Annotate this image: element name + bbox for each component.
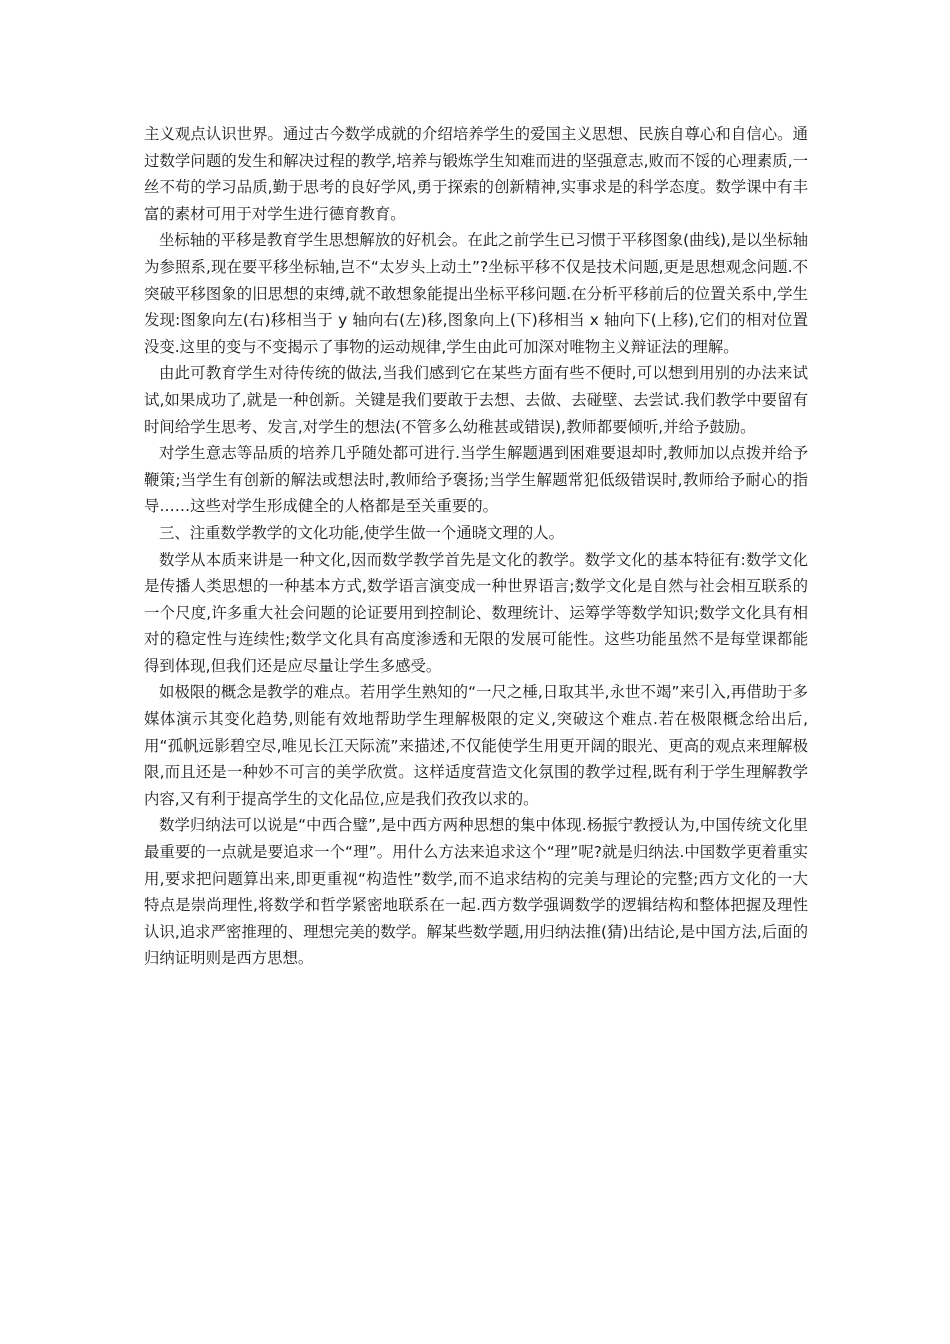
paragraph-innovation: 由此可教育学生对待传统的做法,当我们感到它在某些方面有些不便时,可以想到用别的办法来试试,如果成功了,就是一种创新。关键是我们要敢于去想、去做、去碰壁、去尝试.我们教学中要留有时间给学生思考、发言,对学生的想法(不管多么幼稚甚或错误),教师都要倾听,并给予鼓励。 (144, 364, 808, 436)
section-heading-culture-function: 三、注重数学教学的文化功能,使学生做一个通晓文理的人。 (159, 523, 565, 542)
paragraph-limit-concept: 如极限的概念是教学的难点。若用学生熟知的“一尺之棰,日取其半,永世不竭”来引入,再借助于多媒体演示其变化趋势,则能有效地帮助学生理解极限的定义,突破这个难点.若在极限概念给出后,用“孤帆远影碧空尽,唯见长江天际流”来描述,不仅能使学生用更开阔的眼光、更高的观点来理解极限,而且还是一种妙不可言的美学欣赏。这样适度营造文化氛围的教学过程,既有利于学生理解教学内容,又有利于提高学生的文化品位,应是我们孜孜以求的。 (144, 683, 808, 808)
paragraph-math-culture: 数学从本质来讲是一种文化,因而数学教学首先是文化的教学。数学文化的基本特征有:数学文化是传播人类思想的一种基本方式,数学语言演变成一种世界语言;数学文化是自然与社会相互联系的一个尺度,许多重大社会问题的论证要用到控制论、数理统计、运筹学等数学知识;数学文化具有相对的稳定性与连续性;数学文化具有高度渗透和无限的发展可能性。这些功能虽然不是每堂课都能得到体现,但我们还是应尽量让学生多感受。 (144, 550, 808, 675)
paragraph-moral-education-intro: 主义观点认识世界。通过古今数学成就的介绍培养学生的爱国主义思想、民族自尊心和自信心。通过数学问题的发生和解决过程的教学,培养与锻炼学生知难而进的坚强意志,败而不馁的心理素质,一丝不苟的学习品质,勤于思考的良好学风,勇于探索的创新精神,实事求是的科学态度。数学课中有丰富的素材可用于对学生进行德育教育。 (144, 125, 808, 223)
document-body (144, 121, 808, 972)
paragraph-will-cultivation: 对学生意志等品质的培养几乎随处都可进行.当学生解题遇到困难要退却时,教师加以点拨并给予鞭策;当学生有创新的解法或想法时,教师给予褒扬;当学生解题常犯低级错误时,教师给予耐心的指导……这些对学生形成健全的人格都是至关重要的。 (144, 444, 808, 516)
paragraph-induction: 数学归纳法可以说是“中西合璧”,是中西方两种思想的集中体现.杨振宁教授认为,中国传统文化里最重要的一点就是要追求一个“理”。用什么方法来追求这个“理”呢?就是归纳法.中国数学更着重实用,要求把问题算出来,即更重视“构造性”数学,而不追求结构的完美与理论的完整;西方文化的一大特点是崇尚理性,将数学和哲学紧密地联系在一起.西方数学强调数学的逻辑结构和整体把握及理性认识,追求严密推理的、理想完美的数学。解某些数学题,用归纳法推(猜)出结论,是中国方法,后面的归纳证明则是西方思想。 (144, 816, 808, 968)
paragraph-axis-translation: 坐标轴的平移是教育学生思想解放的好机会。在此之前学生已习惯于平移图象(曲线),是以坐标轴为参照系,现在要平移坐标轴,岂不“太岁头上动土”?坐标平移不仅是技术问题,更是思想观念问题.不突破平移图象的旧思想的束缚,就不敢想象能提出坐标平移问题.在分析平移前后的位置关系中,学生发现:图象向左(右)移相当于 y 轴向右(左)移,图象向上(下)移相当 x 轴向下(上移),它们的相对位置没变.这里的变与不变揭示了事物的运动规律,学生由此可加深对唯物主义辩证法的理解。 (144, 231, 808, 356)
